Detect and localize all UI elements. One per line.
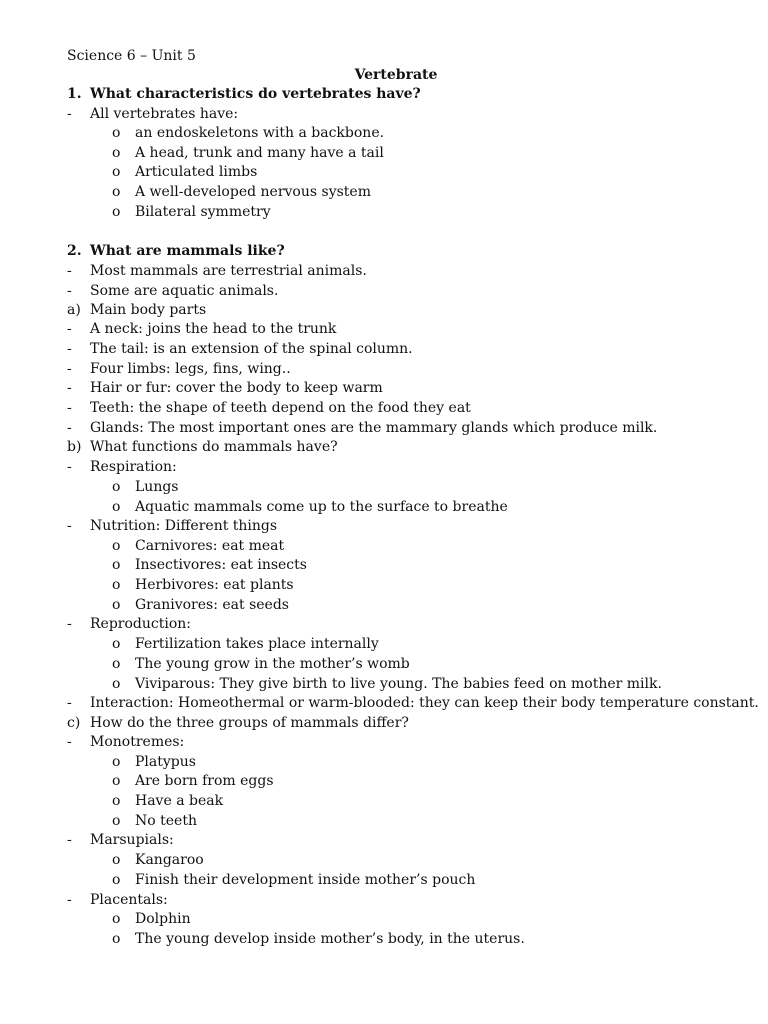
section-heading: What characteristics do vertebrates have? <box>90 86 421 102</box>
list-marker: 2. <box>67 243 82 259</box>
list-item-text: Main body parts <box>90 302 207 318</box>
bullet-marker: o <box>112 636 121 652</box>
list-item-text: Insectivores: eat insects <box>135 557 307 573</box>
list-item-text: Are born from eggs <box>135 773 274 789</box>
list-item-text: Reproduction: <box>90 616 191 632</box>
list-item-text: Bilateral symmetry <box>135 204 271 220</box>
list-item-text: an endoskeletons with a backbone. <box>135 125 385 141</box>
list-item-text: What functions do mammals have? <box>90 439 338 455</box>
list-marker: - <box>67 892 72 908</box>
list-marker: - <box>67 518 72 534</box>
bullet-marker: o <box>112 773 121 789</box>
bullet-marker: o <box>112 204 121 220</box>
list-item-text: Dolphin <box>135 911 191 927</box>
bullet-marker: o <box>112 872 121 888</box>
list-item-text: Carnivores: eat meat <box>135 538 285 554</box>
list-item-text: Kangaroo <box>135 852 204 868</box>
unit-header: Science 6 – Unit 5 <box>67 48 196 64</box>
list-item-text: Monotremes: <box>90 734 185 750</box>
bullet-marker: o <box>112 479 121 495</box>
list-item-text: Placentals: <box>90 892 168 908</box>
list-item-text: The tail: is an extension of the spinal column. <box>90 341 413 357</box>
list-marker: - <box>67 832 72 848</box>
list-item-text: A head, trunk and many have a tail <box>135 145 384 161</box>
bullet-marker: o <box>112 931 121 947</box>
list-item-text: Some are aquatic animals. <box>90 283 279 299</box>
list-item-text: Articulated limbs <box>135 164 258 180</box>
list-marker: a) <box>67 302 81 318</box>
list-marker: - <box>67 734 72 750</box>
list-item-text: Finish their development inside mother’s pouch <box>135 872 476 888</box>
list-marker: - <box>67 283 72 299</box>
list-marker: - <box>67 341 72 357</box>
bullet-marker: o <box>112 813 121 829</box>
list-item-text: Have a beak <box>135 793 224 809</box>
list-item-text: Nutrition: Different things <box>90 518 278 534</box>
bullet-marker: o <box>112 164 121 180</box>
list-marker: - <box>67 321 72 337</box>
list-marker: - <box>67 695 72 711</box>
list-item-text: The young grow in the mother’s womb <box>135 656 410 672</box>
list-item-text: No teeth <box>135 813 197 829</box>
page-title: Vertebrate <box>354 67 438 83</box>
list-item-text: Most mammals are terrestrial animals. <box>90 263 367 279</box>
bullet-marker: o <box>112 793 121 809</box>
list-marker: c) <box>67 715 81 731</box>
list-marker: - <box>67 459 72 475</box>
bullet-marker: o <box>112 676 121 692</box>
list-item-text: A neck: joins the head to the trunk <box>90 321 337 337</box>
list-marker: 1. <box>67 86 82 102</box>
list-item-text: Interaction: Homeothermal or warm-blooded: they can keep their body temperature constant. <box>90 695 759 711</box>
list-marker: - <box>67 616 72 632</box>
list-marker: - <box>67 263 72 279</box>
bullet-marker: o <box>112 538 121 554</box>
list-item-text: Glands: The most important ones are the mammary glands which produce milk. <box>90 420 658 436</box>
bullet-marker: o <box>112 597 121 613</box>
bullet-marker: o <box>112 184 121 200</box>
bullet-marker: o <box>112 145 121 161</box>
list-item-text: Four limbs: legs, fins, wing.. <box>90 361 291 377</box>
bullet-marker: o <box>112 557 121 573</box>
bullet-marker: o <box>112 499 121 515</box>
bullet-marker: o <box>112 754 121 770</box>
list-item-text: Respiration: <box>90 459 177 475</box>
list-item-text: Aquatic mammals come up to the surface to breathe <box>135 499 508 515</box>
list-item-text: Marsupials: <box>90 832 174 848</box>
list-item-text: Lungs <box>135 479 179 495</box>
list-marker: b) <box>67 439 82 455</box>
bullet-marker: o <box>112 656 121 672</box>
list-item-text: Fertilization takes place internally <box>135 636 379 652</box>
bullet-marker: o <box>112 125 121 141</box>
list-marker: - <box>67 361 72 377</box>
list-item-text: Teeth: the shape of teeth depend on the food they eat <box>90 400 471 416</box>
list-item-text: A well-developed nervous system <box>135 184 371 200</box>
bullet-marker: o <box>112 852 121 868</box>
list-item-text: Hair or fur: cover the body to keep warm <box>90 380 383 396</box>
list-item-text: The young develop inside mother’s body, in the uterus. <box>135 931 525 947</box>
list-item-text: Granivores: eat seeds <box>135 597 289 613</box>
list-item-text: How do the three groups of mammals differ? <box>90 715 409 731</box>
list-marker: - <box>67 106 72 122</box>
list-item-text: Platypus <box>135 754 196 770</box>
list-marker: - <box>67 380 72 396</box>
list-item-text: Herbivores: eat plants <box>135 577 294 593</box>
bullet-marker: o <box>112 577 121 593</box>
list-item-text: All vertebrates have: <box>90 106 239 122</box>
list-marker: - <box>67 420 72 436</box>
list-item-text: Viviparous: They give birth to live young. The babies feed on mother milk. <box>135 676 662 692</box>
bullet-marker: o <box>112 911 121 927</box>
list-marker: - <box>67 400 72 416</box>
section-heading: What are mammals like? <box>90 243 285 259</box>
